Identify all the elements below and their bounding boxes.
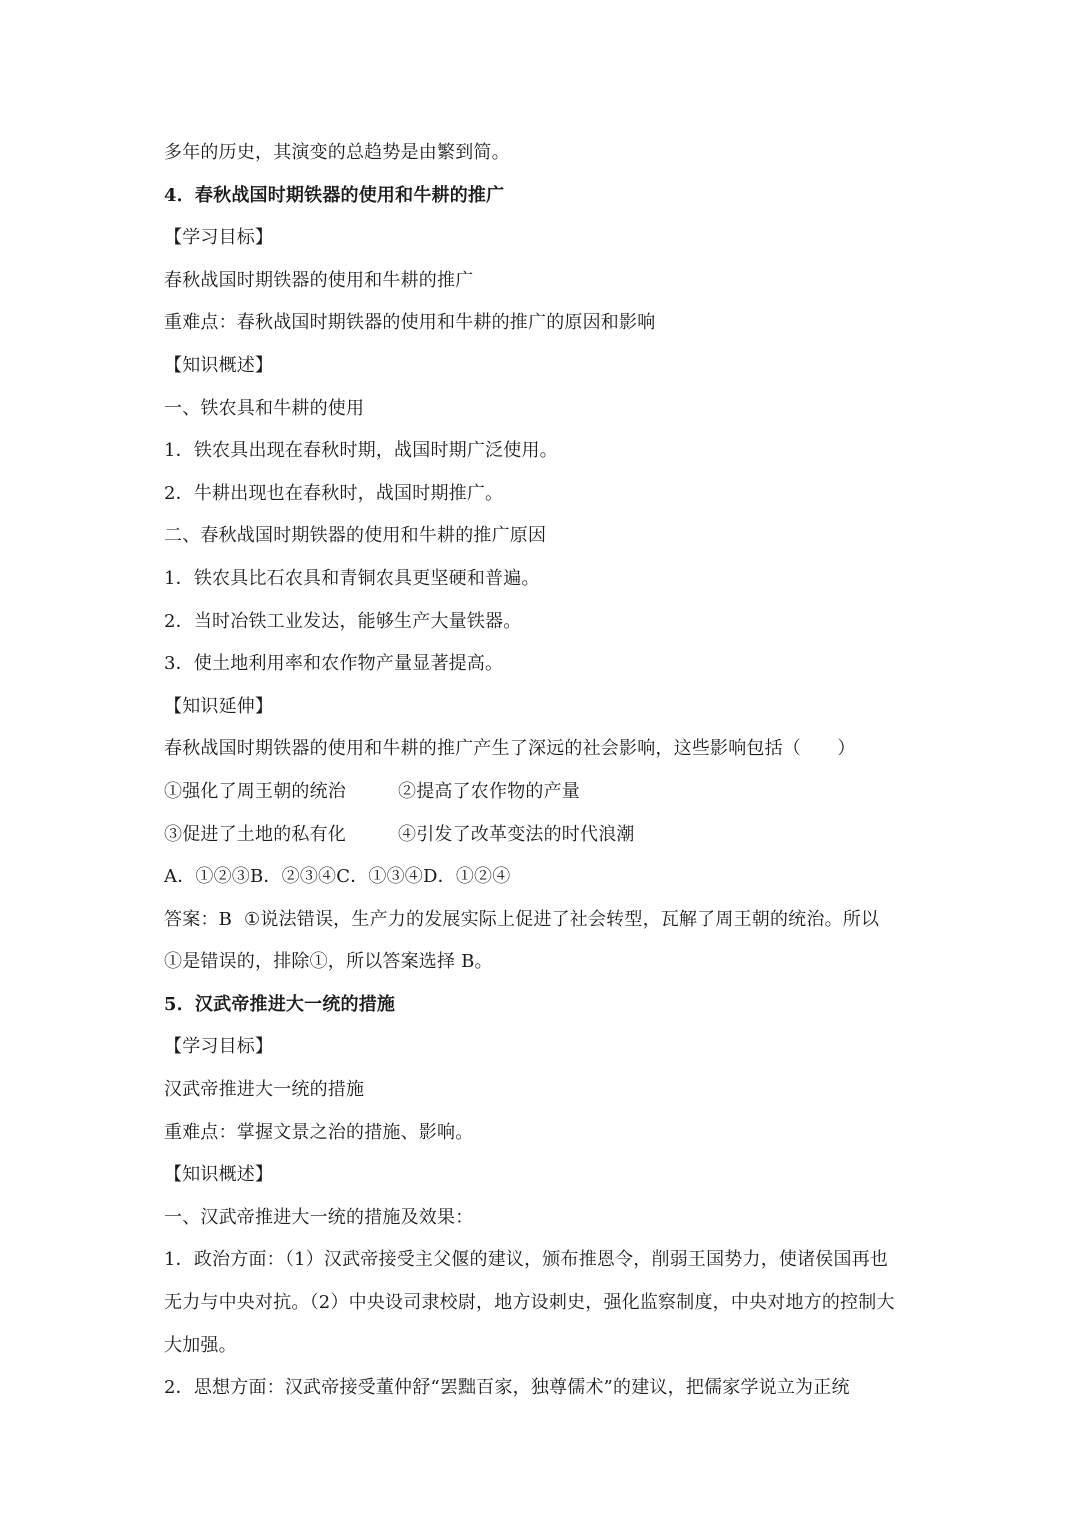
text-line: 1．铁农具出现在春秋时期，战国时期广泛使用。 xyxy=(164,440,558,462)
text-line: 重难点：春秋战国时期铁器的使用和牛耕的推广的原因和影响 xyxy=(164,312,656,334)
text-line: 【知识延伸】 xyxy=(164,695,274,717)
text-line: 1．政治方面：（1）汉武帝接受主父偃的建议，颁布推恩令，削弱王国势力，使诸侯国再也 xyxy=(164,1249,889,1271)
text-line: 一、汉武帝推进大一统的措施及效果： xyxy=(164,1206,474,1228)
option-2: ②提高了农作物的产量 xyxy=(398,780,580,802)
text-line: 【学习目标】 xyxy=(164,1036,274,1058)
answer-explanation: ①说法错误，生产力的发展实际上促进了社会转型，瓦解了周王朝的统治。所以 xyxy=(244,908,880,930)
answer-choices: A．①②③B．②③④C．①③④D．①②④ xyxy=(164,866,511,888)
option-1: ①强化了周王朝的统治 xyxy=(164,780,346,802)
text-line: 1．铁农具比石农具和青铜农具更坚硬和普遍。 xyxy=(164,567,540,589)
option-row-2 xyxy=(164,814,924,857)
text-line: 3．使土地利用率和农作物产量显著提高。 xyxy=(164,653,504,675)
text-line: 春秋战国时期铁器的使用和牛耕的推广 xyxy=(164,269,474,291)
text-line: 【知识概述】 xyxy=(164,1164,274,1186)
text-line: 【知识概述】 xyxy=(164,354,274,376)
text-line: 春秋战国时期铁器的使用和牛耕的推广产生了深远的社会影响，这些影响包括（ ） xyxy=(164,738,856,760)
text-line: 二、春秋战国时期铁器的使用和牛耕的推广原因 xyxy=(164,525,547,547)
answer-line-2: ①是错误的，排除①，所以答案选择 B。 xyxy=(164,951,493,973)
text-line: 重难点：掌握文景之治的措施、影响。 xyxy=(164,1121,474,1143)
section-iron-tools xyxy=(164,132,924,771)
answer-label: 答案：B xyxy=(164,908,233,930)
answer-line-1 xyxy=(164,899,924,942)
text-line: 2．思想方面：汉武帝接受董仲舒“罢黜百家，独尊儒术”的建议，把儒家学说立为正统 xyxy=(164,1377,850,1399)
section-han-wudi xyxy=(164,984,924,1410)
text-line: 无力与中央对抗。（2）中央设司隶校尉，地方设刺史，强化监察制度，中央对地方的控制大 xyxy=(164,1292,895,1314)
text-line: 多年的历史，其演变的总趋势是由繁到简。 xyxy=(164,142,510,163)
text-line: 2．当时冶铁工业发达，能够生产大量铁器。 xyxy=(164,610,522,632)
text-line: 大加强。 xyxy=(164,1334,237,1356)
text-line: 汉武帝推进大一统的措施 xyxy=(164,1079,365,1101)
text-line: 【学习目标】 xyxy=(164,227,274,249)
document-page xyxy=(164,132,924,1410)
text-line: 一、铁农具和牛耕的使用 xyxy=(164,397,365,419)
text-line: 2．牛耕出现也在春秋时，战国时期推广。 xyxy=(164,482,504,504)
option-row-1 xyxy=(164,771,924,814)
option-4: ④引发了改革变法的时代浪潮 xyxy=(398,823,635,845)
section-heading: 4．春秋战国时期铁器的使用和牛耕的推广 xyxy=(164,184,505,206)
section-heading: 5．汉武帝推进大一统的措施 xyxy=(164,993,396,1015)
option-3: ③促进了土地的私有化 xyxy=(164,823,346,845)
